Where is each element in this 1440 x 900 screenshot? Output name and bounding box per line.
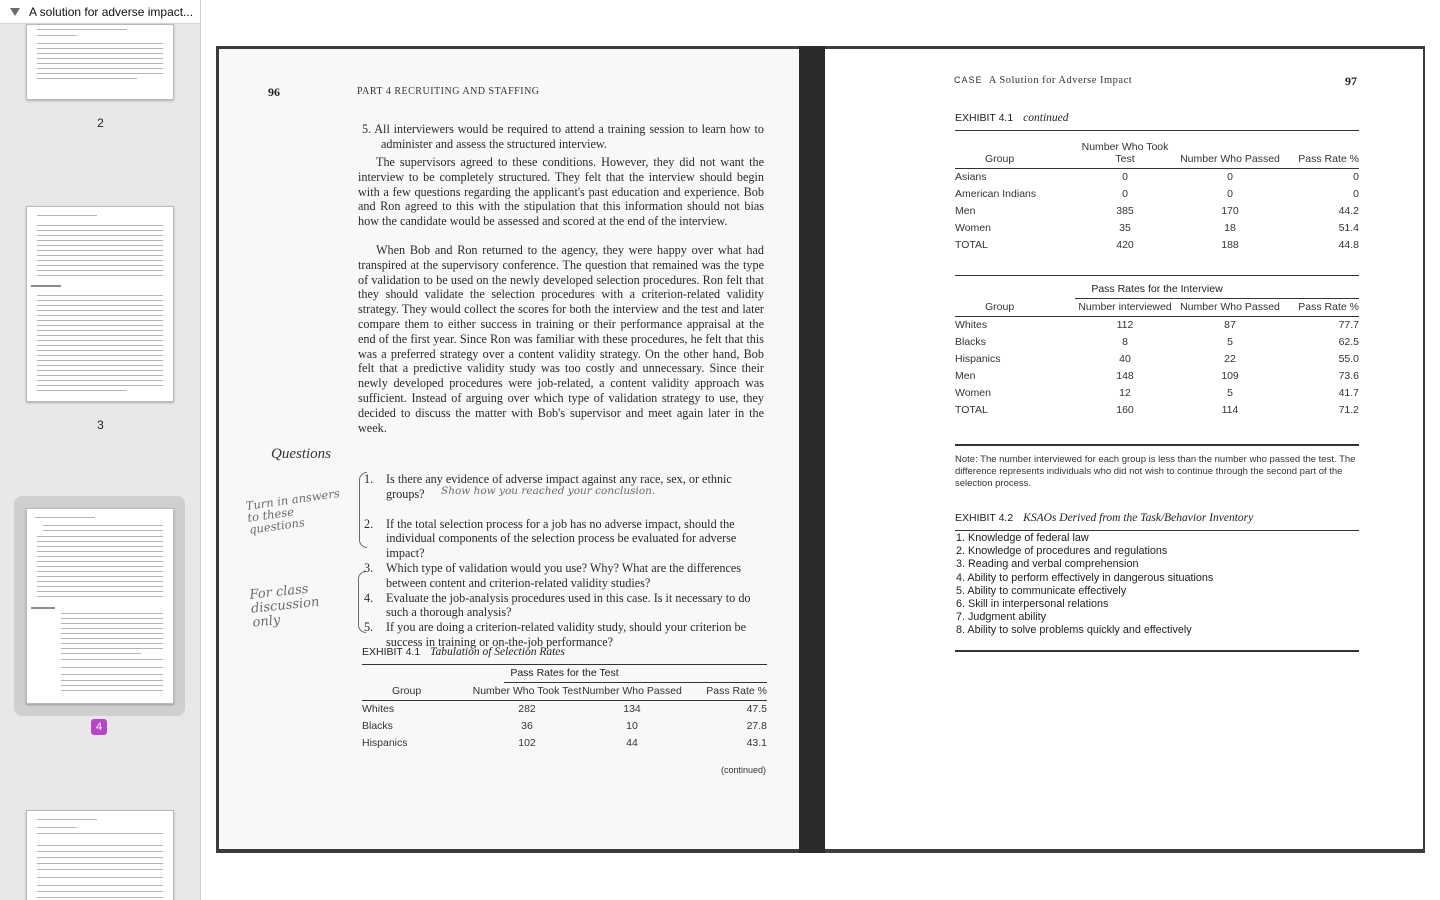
current-page-badge: 4 [91,719,107,735]
handwritten-note-q1: Show how you reached your conclusion. [441,485,656,497]
table-subtitle: Pass Rates for the Interview [1091,283,1223,295]
exhibit-4-2-caption: EXHIBIT 4.2 KSAOs Derived from the Task/Behavior Inventory [955,512,1254,524]
table-rule [1075,298,1359,299]
questions-list [364,472,766,650]
thumbnail-sidebar[interactable] [0,0,201,900]
running-head: CASE A Solution for Adverse Impact [954,75,1133,86]
page-thumbnail-5[interactable] [26,810,174,900]
list-item: 6. Skill in interpersonal relations [956,598,1109,611]
question-item: 2. If the total selection process for a job has no adverse impact, should the individual components of the selection process be evaluated for adverse impact? [364,516,737,561]
list-item: 2. Knowledge of procedures and regulations [956,545,1168,558]
page-number: 96 [268,85,280,99]
table-subtitle: Pass Rates for the Test [510,667,619,679]
paragraph-2: When Bob and Ron returned to the agency, they were happy over what had transpired at the supervisory conference. The question that remained was the type of validation to be used on the newly developed selection procedures. Ron felt that they should validate the selection procedures with a criterion-related validity strategy. They would collect the scores for both the interview and the test and later compare them to either success in training or their performance appraisal at the end of the first year. Since Ron was familiar with these procedures, he felt that this was a preferred strategy over a content validity strategy. On the other hand, Bob felt that a predictive validity study was too costly and unnecessary. Since their newly developed procedures were job-related, a content validity approach was sufficient. Instead of arguing over which type of validation strategy to use, they decided to discuss the matter with Bob's supervisor and meet again later in the week. [358,243,764,435]
test-pass-rates-continued-table: Group Number Who Took Test Number Who Passed Pass Rate % Asians 0 0 0 American Indians 0 0 0 Men 385 170 44.2 Women 35 18 51.4 TOTAL 420 188 44.8 [955,141,1359,254]
list-item: 8. Ability to solve problems quickly and effectively [956,624,1192,637]
handwritten-note-turn-in: Turn in answers to these questions [244,485,341,537]
table-row: Women 35 18 51.4 [955,222,1359,234]
table-rule [955,130,1359,131]
table-row: TOTAL 420 188 44.8 [955,239,1359,251]
page-96 [219,49,799,849]
list-item: 7. Judgment ability [956,611,1047,624]
test-pass-rates-table: Group Number Who Took Test Number Who Passed Pass Rate % Whites 282 134 47.5 Blacks 36 10 27.8 Hispanics 102 44 43.1 [362,685,767,752]
document-title: A solution for adverse impact... [29,4,194,19]
exhibit-4-1-caption: EXHIBIT 4.1 Tabulation of Selection Rates [362,646,565,658]
list-item-5: 5. All interviewers would be required to attend a training session to learn how to administer and assess the structured interview. [362,122,764,151]
table-row: Hispanics 102 44 43.1 [362,737,767,749]
running-head: PART 4 RECRUITING AND STAFFING [357,86,540,97]
table-row: Whites 282 134 47.5 [362,701,767,718]
page-number: 97 [1345,74,1357,88]
questions-heading: Questions [271,446,331,462]
table-rule [955,530,1359,531]
page-gutter [799,46,825,853]
continued-label: (continued) [721,765,767,775]
table-row: TOTAL 160 114 71.2 [955,404,1359,416]
table-row: Men 148 109 73.6 [955,370,1359,382]
table-row: Hispanics 40 22 55.0 [955,353,1359,365]
table-rule [362,664,767,665]
ksao-list [956,532,1360,638]
question-item: 5. If you are doing a criterion-related validity study, should your criterion be success in training or on-the-job performance? [364,620,746,649]
page-number-label: 2 [97,116,104,130]
page-number-label: 3 [97,418,104,432]
list-item: 1. Knowledge of federal law [956,532,1089,544]
question-item: 1. Is there any evidence of adverse impact against any race, sex, or ethnic groups? [364,472,732,501]
handwritten-note-for-class: For class discussion only [248,581,321,631]
table-rule [955,650,1359,652]
list-item: 4. Ability to perform effectively in dangerous situations [956,571,1214,584]
table-rule [504,682,767,683]
table-row: Whites 112 87 77.7 [955,317,1359,334]
page-thumbnail-3[interactable] [26,206,174,402]
question-item: 3. Which type of validation would you use? Why? What are the differences between content and criterion-related validity studies? [364,560,742,590]
page-97 [825,49,1423,849]
table-row: Men 385 170 44.2 [955,205,1359,217]
exhibit-4-1-continued-caption: EXHIBIT 4.1 continued [955,112,1069,124]
table-row: American Indians 0 0 0 [955,188,1359,200]
table-rule [955,275,1359,276]
table-row: Women 12 5 41.7 [955,387,1359,399]
paragraph-1: The supervisors agreed to these conditions. However, they did not want the interview to be completely structured. They felt that the interview should begin with a few questions regarding the applicant's past education and experience. Bob and Ron agreed to this with the stipulation that this information should not bias how the candidate would be assessed and scored at the end of the interview. [358,155,764,229]
list-item: 3. Reading and verbal comprehension [956,558,1139,571]
disclosure-triangle-icon[interactable] [10,8,20,16]
question-item: 4. Evaluate the job-analysis procedures used in this case. Is it necessary to do such a thorough analysis? [364,590,751,620]
sidebar-document-header[interactable] [0,0,201,24]
table-row: Blacks 36 10 27.8 [362,720,767,732]
table-row: Asians 0 0 0 [955,169,1359,186]
page-thumbnail-1[interactable] [26,24,174,100]
list-item: 5. Ability to communicate effectively [956,584,1127,597]
table-row: Blacks 8 5 62.5 [955,336,1359,348]
table-note: Note: The number interviewed for each group is less than the number who passed the test. The difference represents individuals who did not wish to continue through the second part of the selection process. [955,454,1356,489]
page-thumbnail-4[interactable] [26,508,174,704]
interview-pass-rates-table: Group Number interviewed Number Who Passed Pass Rate % Whites 112 87 77.7 Blacks 8 5 62.5 Hispanics 40 22 55.0 Men 148 109 73.6 Women 12 5 41.7 TOTAL 160 114 71.2 [955,301,1359,419]
table-rule [955,444,1359,446]
